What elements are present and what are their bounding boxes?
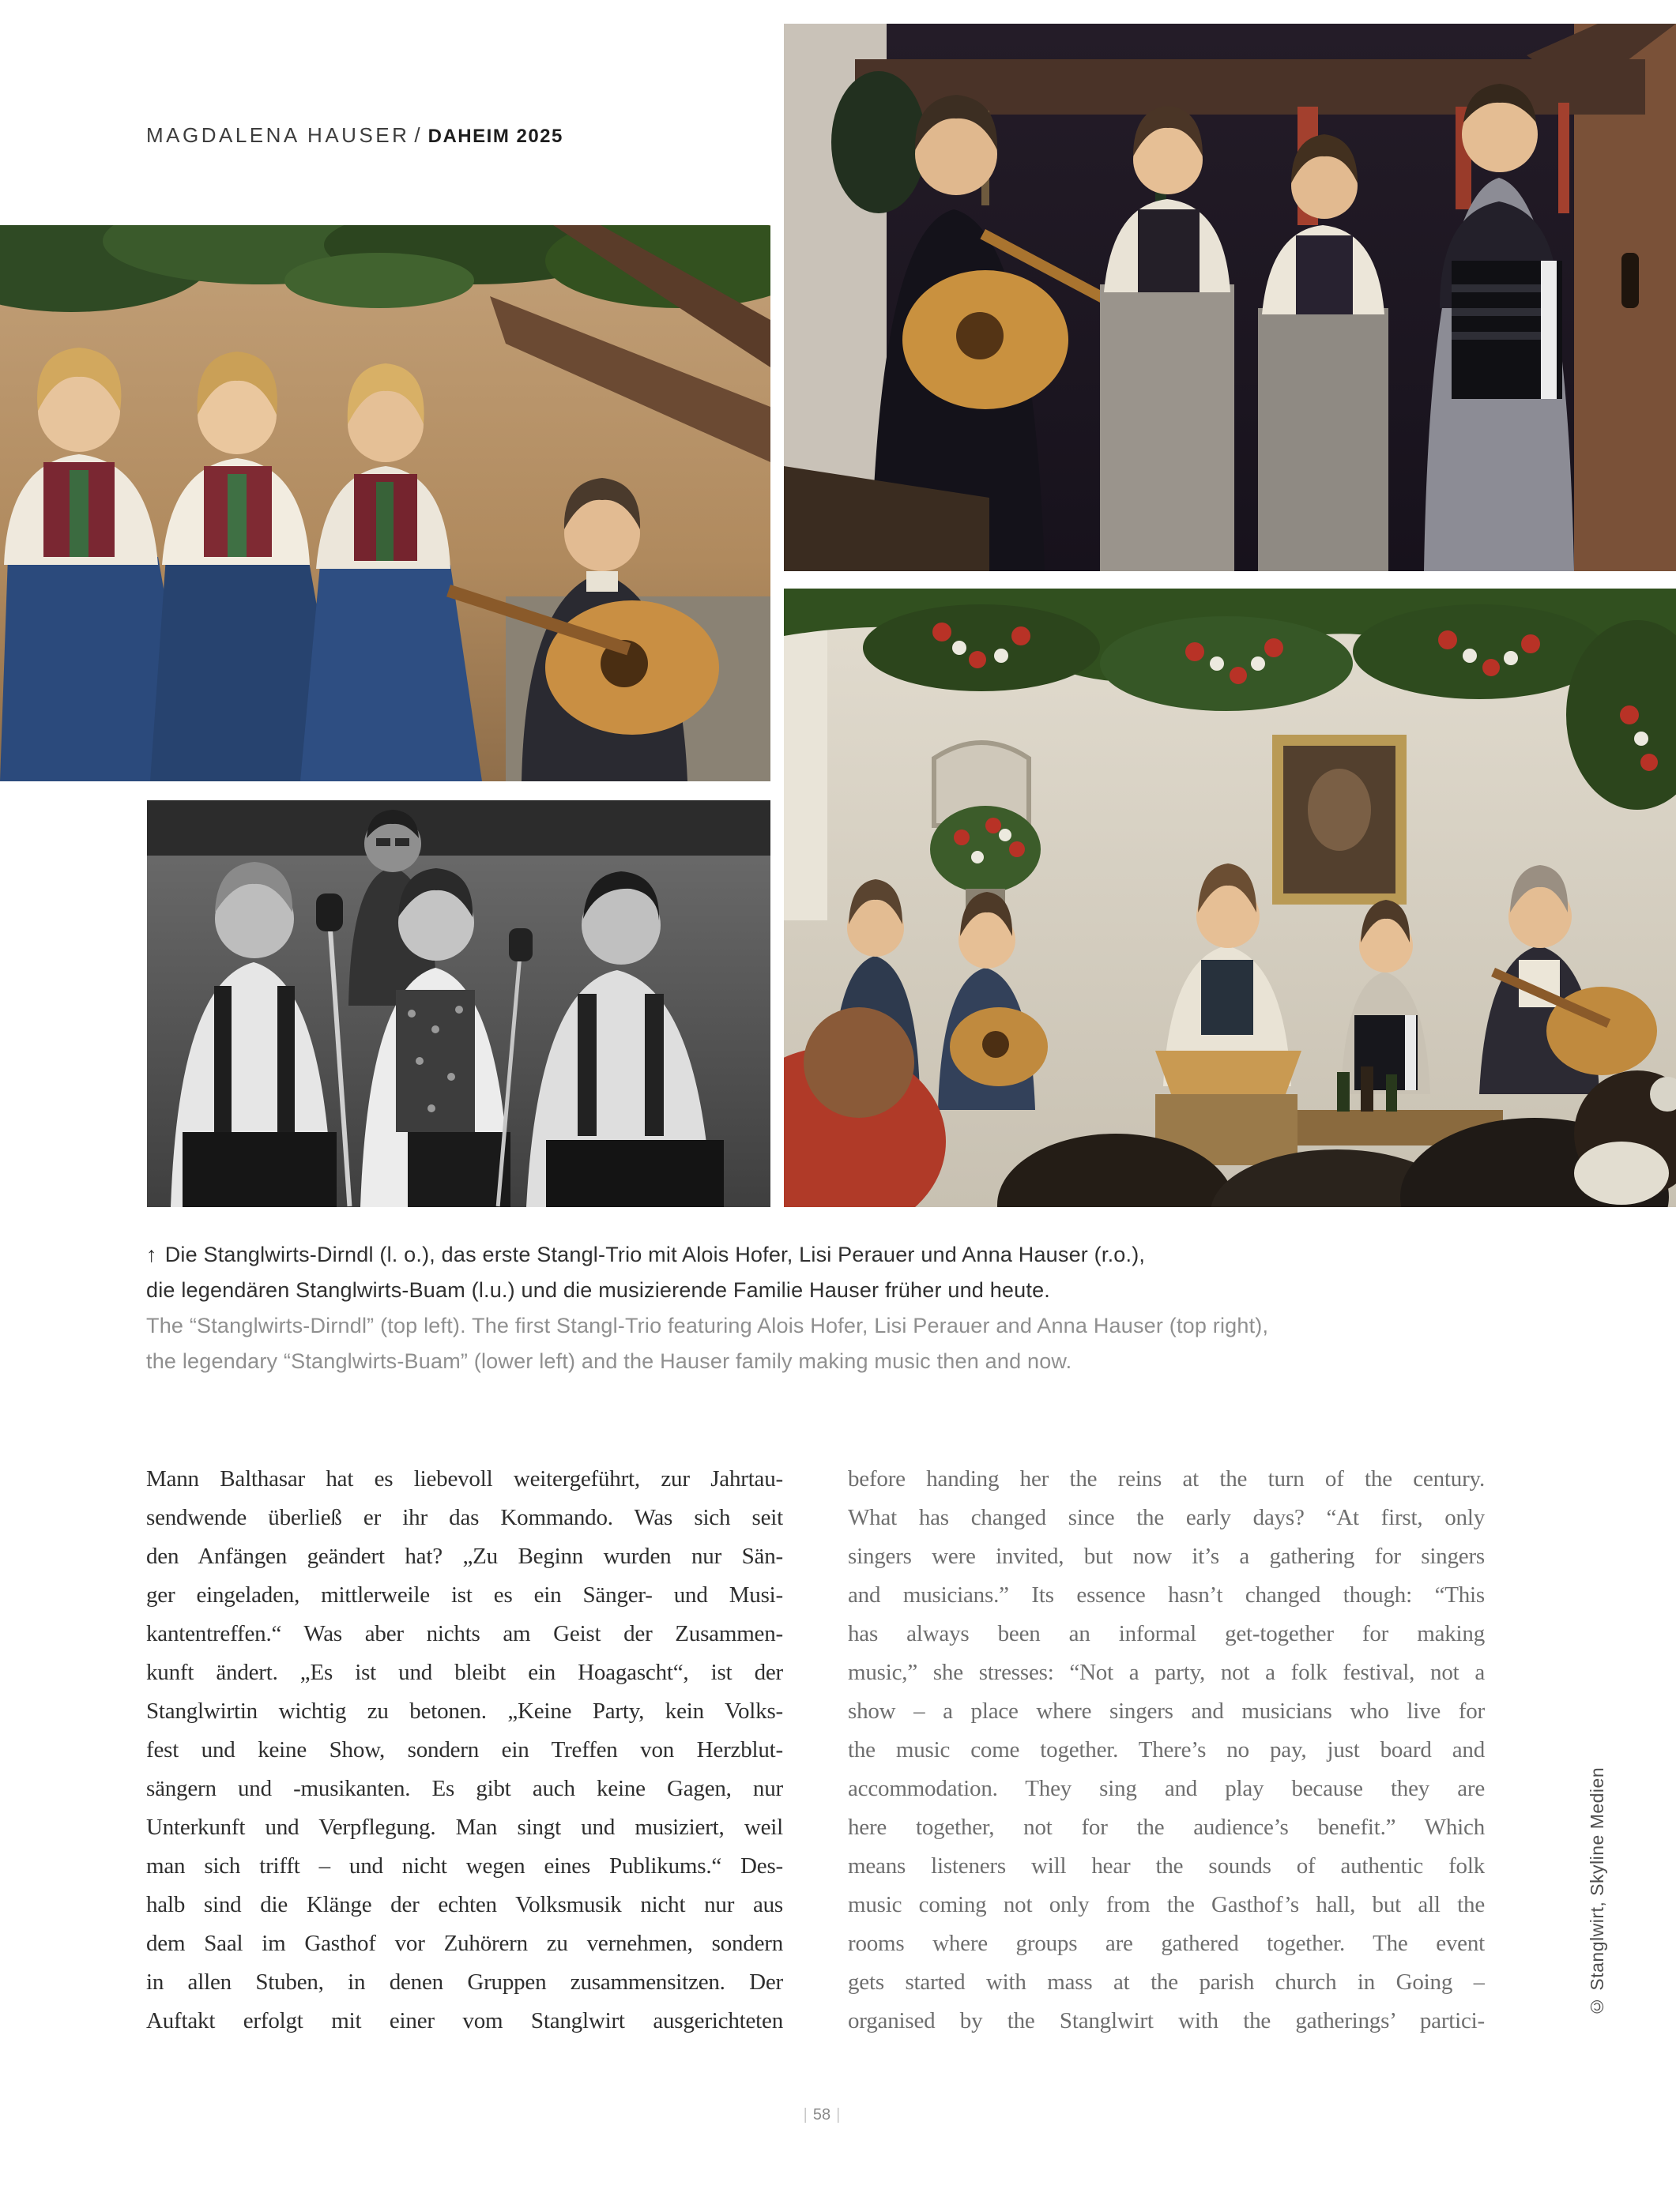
text-line: fest und keine Show, sondern ein Treffen von Herzblut- — [146, 1737, 783, 1762]
photo-credit-text: © Stanglwirt, Skyline Medien — [1587, 1766, 1607, 2018]
text-line: sängern und -musikanten. Es gibt auch keine Gagen, nur — [146, 1776, 783, 1801]
photo-stangl-trio — [784, 24, 1676, 571]
text-line: the music come together. There’s no pay, just board and — [848, 1737, 1485, 1762]
text-line: ger eingeladen, mittlerweile ist es ein Sänger- und Musi- — [146, 1582, 783, 1608]
caption-german-line-2: die legendären Stanglwirts-Buam (l.u.) und die musizierende Familie Hauser früher und heute. — [146, 1278, 1050, 1302]
caption-english-line-1: The “Stanglwirts-Dirndl” (top left). The first Stangl-Trio featuring Alois Hofer, Lisi Perauer and Anna Hauser (top right), — [146, 1314, 1269, 1337]
text-line: What has changed since the early days? “At first, only — [848, 1505, 1485, 1530]
text-line: before handing her the reins at the turn of the century. — [848, 1466, 1485, 1492]
text-line: Unterkunft und Verpflegung. Man singt und musiziert, weil — [146, 1815, 783, 1840]
body-column-german — [146, 1460, 783, 2041]
text-line: show – a place where singers and musicians who live for — [848, 1698, 1485, 1724]
text-line: Auftakt erfolgt mit einer vom Stanglwirt ausgerichteten — [146, 2008, 783, 2033]
text-line: sendwende überließ er ihr das Kommando. Was sich seit — [146, 1505, 783, 1530]
page-number-bar-right: | — [836, 2106, 841, 2124]
text-line: means listeners will hear the sounds of authentic folk — [848, 1853, 1485, 1879]
text-line: Stanglwirtin wichtig zu betonen. „Keine Party, kein Volks- — [146, 1698, 783, 1724]
text-line: gets started with mass at the parish church in Going – — [848, 1969, 1485, 1995]
kicker-slash: / — [414, 123, 420, 147]
text-line: halb sind die Klänge der echten Volksmusik nicht nur aus — [146, 1892, 783, 1917]
photo-dirndl-singers — [0, 225, 770, 781]
body-column-english — [848, 1460, 1485, 2041]
page-kicker — [146, 123, 563, 148]
text-line: accommodation. They sing and play because they are — [848, 1776, 1485, 1801]
text-line: music,” she stresses: “Not a party, not a folk festival, not a — [848, 1660, 1485, 1685]
text-line: Mann Balthasar hat es liebevoll weitergeführt, zur Jahrtau- — [146, 1466, 783, 1492]
text-line: man sich trifft – und nicht wegen eines Publikums.“ Des- — [146, 1853, 783, 1879]
text-line: rooms where groups are gathered together. The event — [848, 1931, 1485, 1956]
issue-title: DAHEIM 2025 — [427, 126, 563, 147]
text-line: here together, not for the audience’s benefit.” Which — [848, 1815, 1485, 1840]
text-line: organised by the Stanglwirt with the gatherings’ partici- — [848, 2008, 1485, 2033]
text-line: kantentreffen.“ Was aber nichts am Geist der Zusammen- — [146, 1621, 783, 1646]
page-number-bar-left: | — [803, 2106, 808, 2124]
photo-stanglwirts-buam — [147, 800, 770, 1207]
caption-text: Die Stanglwirts-Dirndl (l. o.), das erste Stangl-Trio mit Alois Hofer, Lisi Perauer und Anna Hauser (r.o.), — [164, 1243, 1146, 1266]
page-number-value: 58 — [812, 2106, 831, 2124]
photo-dirndl-singers-illustration — [0, 225, 770, 781]
photo-stanglwirts-buam-illustration — [147, 800, 770, 1207]
text-line: in allen Stuben, in denen Gruppen zusammensitzen. Der — [146, 1969, 783, 1995]
photo-credit — [1587, 1750, 1618, 2034]
text-line: has always been an informal get-together for making — [848, 1621, 1485, 1646]
text-line: and musicians.” Its essence hasn’t changed though: “This — [848, 1582, 1485, 1608]
caption-english-line-2: the legendary “Stanglwirts-Buam” (lower left) and the Hauser family making music then and now. — [146, 1349, 1072, 1373]
photo-caption — [146, 1237, 1458, 1379]
text-line: den Anfängen geändert hat? „Zu Beginn wurden nur Sän- — [146, 1544, 783, 1569]
text-line: kunft ändert. „Es ist und bleibt ein Hoagascht“, ist der — [146, 1660, 783, 1685]
text-line: singers were invited, but now it’s a gathering for singers — [848, 1544, 1485, 1569]
photo-stangl-trio-illustration — [784, 24, 1676, 571]
photo-hauser-family — [784, 589, 1676, 1207]
author-name: MAGDALENA HAUSER — [146, 123, 410, 147]
page-number — [0, 2106, 1644, 2124]
text-line: dem Saal im Gasthof vor Zuhörern zu vernehmen, sondern — [146, 1931, 783, 1956]
photo-hauser-family-illustration — [784, 589, 1676, 1207]
caption-german-line-1 — [146, 1237, 1458, 1273]
up-arrow-icon: ↑ — [146, 1243, 157, 1266]
text-line: music coming not only from the Gasthof’s hall, but all the — [848, 1892, 1485, 1917]
